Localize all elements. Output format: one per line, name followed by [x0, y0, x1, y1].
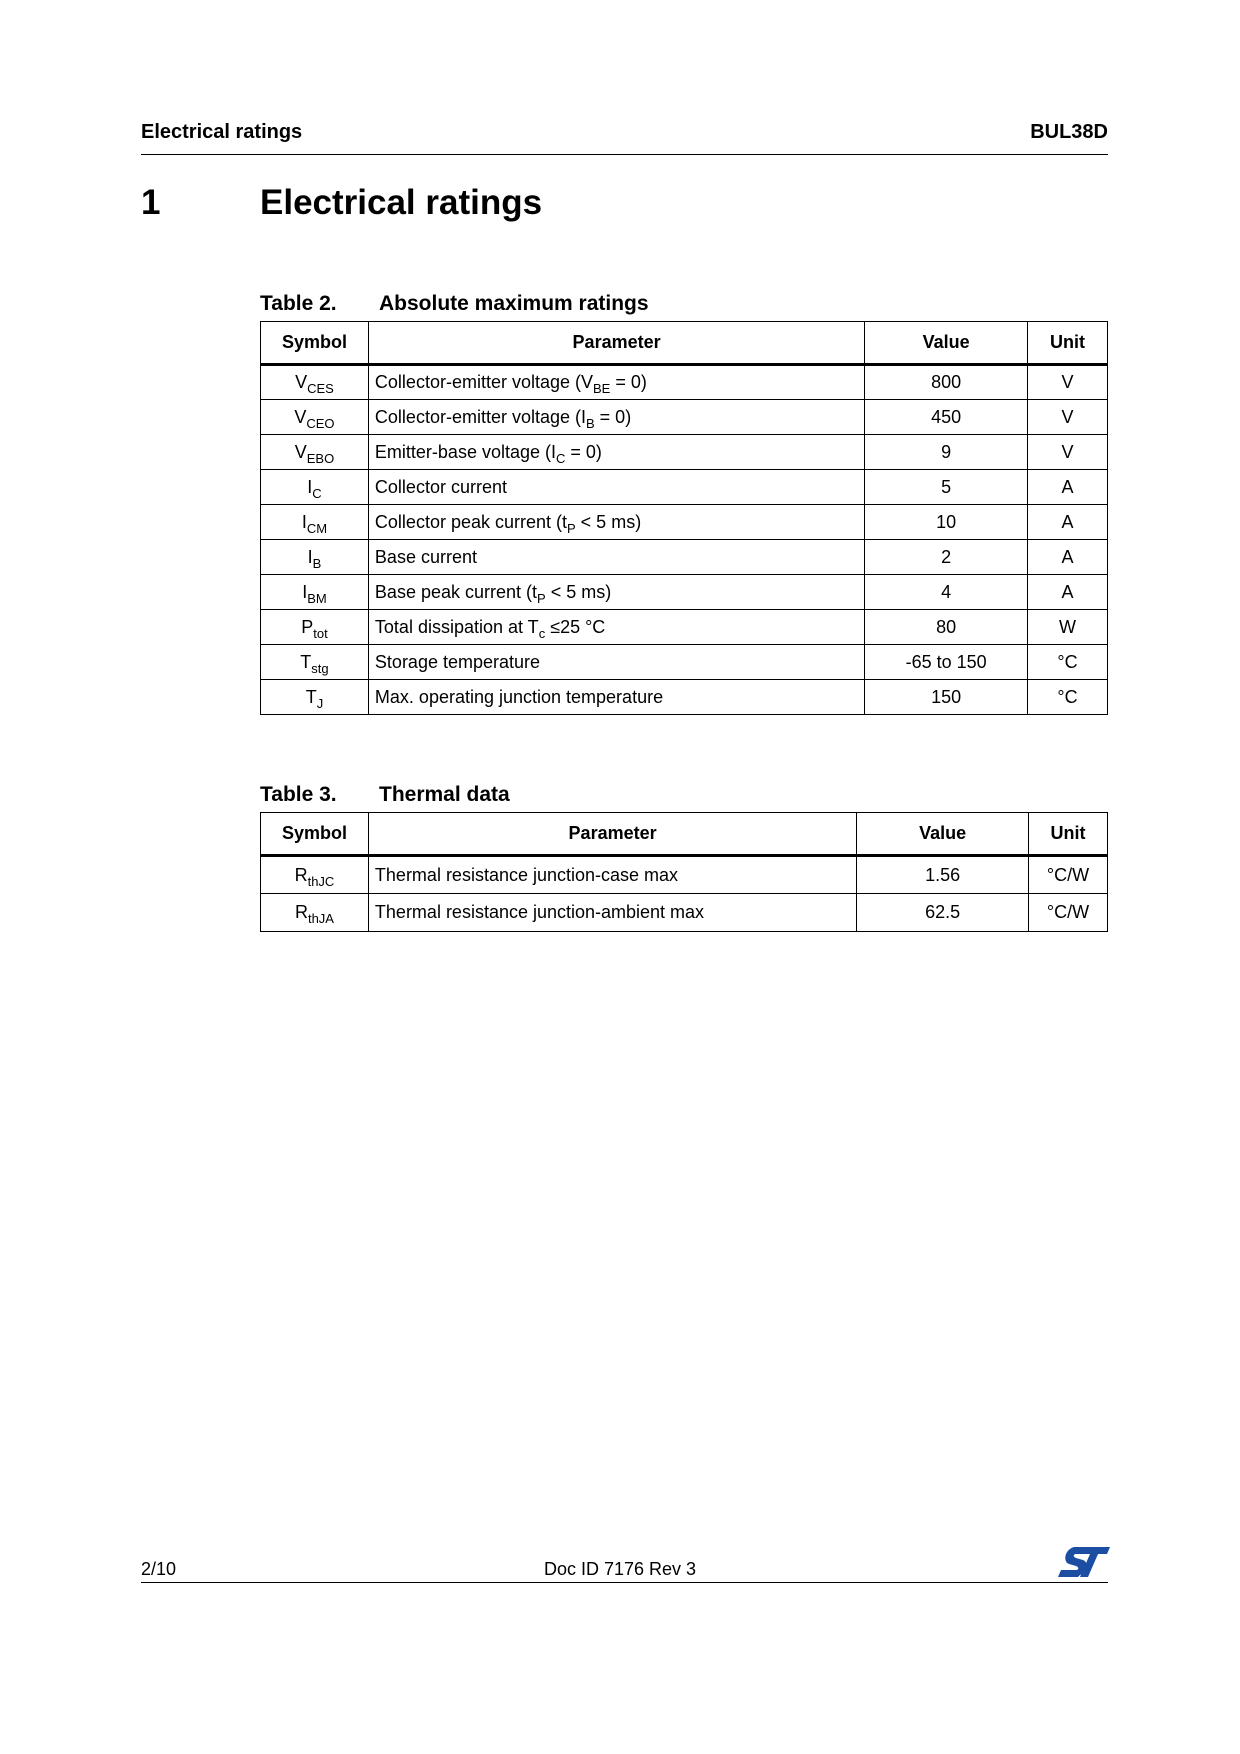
symbol-cell: [261, 610, 369, 645]
value-cell: 450: [865, 400, 1028, 435]
value-cell: 1.56: [857, 856, 1029, 894]
column-header-symbol: Symbol: [261, 813, 369, 856]
symbol-cell: [261, 575, 369, 610]
parameter-subscript: BE: [593, 381, 611, 396]
unit-cell: °C: [1028, 680, 1108, 715]
table-row: [261, 505, 1108, 540]
column-header-parameter: Parameter: [368, 322, 864, 365]
st-logo-s-shape: [1058, 1547, 1110, 1577]
parameter-text: Base peak current (t: [374, 581, 538, 602]
symbol-cell: [261, 680, 369, 715]
table3-caption: [260, 783, 860, 809]
table-row: [261, 610, 1108, 645]
parameter-subscript: B: [586, 415, 595, 431]
column-header-parameter: Parameter: [368, 813, 856, 856]
symbol-subscript: EBO: [306, 450, 335, 466]
parameter-cell: [368, 435, 864, 470]
unit-cell: A: [1028, 470, 1108, 505]
symbol-subscript: J: [316, 695, 324, 711]
table-row: [261, 645, 1108, 680]
table2-title: Absolute maximum ratings: [379, 292, 649, 315]
parameter-cell: [368, 505, 864, 540]
parameter-subscript: P: [537, 590, 546, 606]
running-header-part-number: BUL38D: [1030, 121, 1108, 143]
symbol-cell: [261, 505, 369, 540]
table2-caption: [260, 292, 860, 318]
parameter-text: Total dissipation at T: [374, 616, 539, 637]
symbol-main: T: [305, 686, 317, 707]
symbol-main: I: [302, 581, 308, 602]
column-header-value: Value: [865, 322, 1028, 365]
unit-cell: V: [1028, 400, 1108, 435]
absolute-maximum-ratings-table: [260, 321, 1108, 715]
table-header-row: [261, 813, 1108, 856]
symbol-subscript: CEO: [306, 415, 335, 431]
symbol-cell: [261, 540, 369, 575]
parameter-text: Thermal resistance junction-ambient max: [374, 902, 705, 922]
st-logo-icon: [1058, 1545, 1110, 1579]
parameter-cell: [368, 856, 856, 894]
symbol-subscript: C: [312, 485, 322, 501]
symbol-main: V: [294, 406, 307, 427]
footer-divider: [141, 1582, 1108, 1583]
table-row: [261, 680, 1108, 715]
value-cell: 4: [865, 575, 1028, 610]
parameter-text-tail: = 0): [565, 441, 602, 462]
page-number: 2/10: [141, 1559, 177, 1579]
table-row: [261, 540, 1108, 575]
running-header-section: Electrical ratings: [141, 121, 303, 143]
symbol-main: I: [301, 511, 307, 532]
parameter-text-tail: = 0): [610, 372, 647, 392]
parameter-text-tail: < 5 ms): [575, 511, 642, 532]
symbol-cell: [261, 856, 369, 894]
parameter-cell: [368, 610, 864, 645]
symbol-subscript: BM: [307, 590, 327, 606]
column-header-value: Value: [857, 813, 1029, 856]
column-header-unit: Unit: [1028, 322, 1108, 365]
symbol-cell: [261, 894, 369, 932]
value-cell: 800: [865, 365, 1028, 400]
parameter-text-tail: < 5 ms): [545, 581, 612, 602]
unit-cell: °C: [1028, 645, 1108, 680]
value-cell: 10: [865, 505, 1028, 540]
parameter-text-tail: = 0): [594, 406, 632, 427]
parameter-subscript: P: [567, 520, 576, 536]
table-header-row: [261, 322, 1108, 365]
table3-title: Thermal data: [379, 783, 510, 806]
symbol-subscript: stg: [311, 660, 329, 676]
value-cell: 2: [865, 540, 1028, 575]
symbol-subscript: CM: [306, 520, 328, 536]
parameter-text: Collector current: [374, 476, 507, 497]
unit-cell: V: [1028, 365, 1108, 400]
section-title: Electrical ratings: [260, 183, 543, 222]
parameter-subscript: C: [556, 450, 566, 466]
value-cell: 9: [865, 435, 1028, 470]
table-row: [261, 365, 1108, 400]
table-row: [261, 856, 1108, 894]
symbol-main: I: [307, 546, 313, 567]
parameter-subscript: c: [538, 625, 546, 641]
symbol-main: T: [300, 651, 312, 672]
thermal-data-table: [260, 812, 1108, 932]
value-cell: 5: [865, 470, 1028, 505]
value-cell: -65 to 150: [865, 645, 1028, 680]
parameter-text: Collector-emitter voltage (I: [374, 406, 586, 427]
symbol-subscript: thJC: [307, 873, 335, 889]
symbol-cell: [261, 365, 369, 400]
symbol-main: P: [301, 616, 314, 637]
symbol-main: V: [295, 372, 308, 392]
parameter-cell: [368, 365, 864, 400]
parameter-cell: [368, 645, 864, 680]
parameter-text: Base current: [374, 546, 477, 567]
symbol-main: I: [307, 476, 313, 497]
parameter-cell: [368, 575, 864, 610]
symbol-subscript: tot: [313, 625, 328, 641]
table2-label: Table 2.: [260, 292, 337, 315]
section-number: 1: [141, 183, 161, 222]
parameter-text: Storage temperature: [374, 651, 541, 672]
value-cell: 150: [865, 680, 1028, 715]
column-header-unit: Unit: [1029, 813, 1108, 856]
unit-cell: A: [1028, 505, 1108, 540]
table-row: [261, 400, 1108, 435]
table-row: [261, 470, 1108, 505]
header-divider: [141, 154, 1108, 155]
parameter-text: Max. operating junction temperature: [374, 686, 664, 707]
value-cell: 80: [865, 610, 1028, 645]
unit-cell: W: [1028, 610, 1108, 645]
unit-cell: °C/W: [1029, 856, 1108, 894]
parameter-text: Collector peak current (t: [374, 511, 567, 532]
unit-cell: V: [1028, 435, 1108, 470]
symbol-subscript: CES: [307, 381, 334, 396]
parameter-cell: [368, 894, 856, 932]
parameter-cell: [368, 400, 864, 435]
symbol-cell: [261, 645, 369, 680]
parameter-text-tail: ≤25 °C: [545, 616, 606, 637]
symbol-cell: [261, 435, 369, 470]
symbol-cell: [261, 400, 369, 435]
unit-cell: °C/W: [1029, 894, 1108, 932]
symbol-subscript: B: [312, 555, 322, 571]
table3-label: Table 3.: [260, 783, 337, 806]
symbol-cell: [261, 470, 369, 505]
column-header-symbol: Symbol: [261, 322, 369, 365]
table3-body: [261, 856, 1108, 932]
parameter-cell: [368, 680, 864, 715]
symbol-main: R: [294, 864, 308, 885]
parameter-text: Collector-emitter voltage (V: [374, 372, 593, 392]
table2-body: [261, 365, 1108, 715]
value-cell: 62.5: [857, 894, 1029, 932]
table-row: [261, 894, 1108, 932]
symbol-subscript: thJA: [307, 911, 334, 926]
document-id: Doc ID 7176 Rev 3: [543, 1559, 697, 1579]
symbol-main: V: [294, 441, 307, 462]
parameter-text: Thermal resistance junction-case max: [374, 864, 679, 885]
unit-cell: A: [1028, 540, 1108, 575]
symbol-main: R: [294, 902, 308, 922]
parameter-cell: [368, 540, 864, 575]
parameter-text: Emitter-base voltage (I: [374, 441, 556, 462]
table-row: [261, 575, 1108, 610]
parameter-cell: [368, 470, 864, 505]
unit-cell: A: [1028, 575, 1108, 610]
table-row: [261, 435, 1108, 470]
